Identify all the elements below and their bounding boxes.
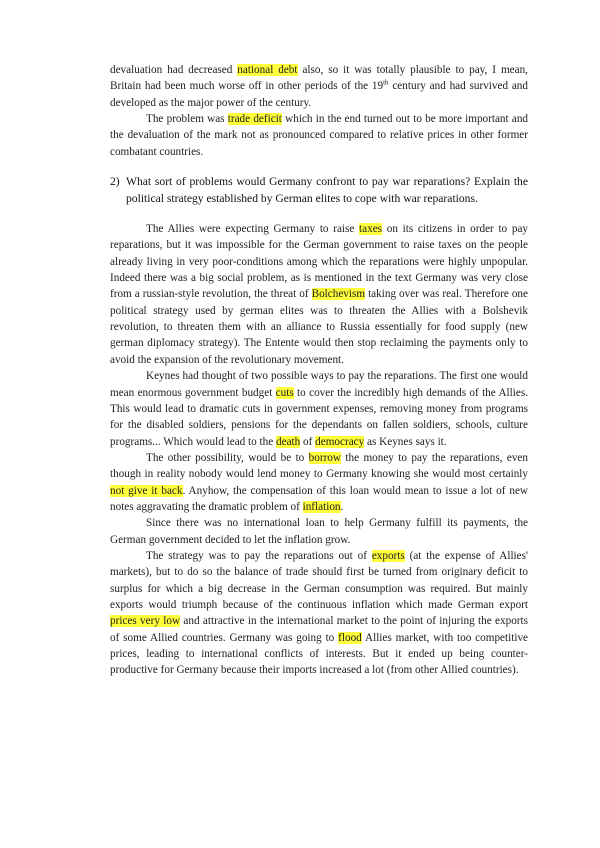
text-run: The strategy was to pay the reparations out of	[146, 549, 372, 562]
highlight-national-debt: national debt	[237, 64, 298, 76]
text-run: (at the expense of Allies' markets), but to do so the balance of trade should first be turned from originary deficit to surplus for which a big decrease in the German consumption was required. But mainly exports would triumph because of the continuous inflation which made German export	[110, 549, 528, 611]
superscript-th: th	[383, 78, 389, 87]
question-2	[110, 174, 528, 207]
text-run: as Keynes says it.	[364, 435, 447, 448]
paragraph-taxes	[110, 221, 528, 368]
text-run: Keynes had thought of two possible ways to pay the reparations. The first one would mean enormous government budget	[110, 370, 528, 399]
text-run: and attractive in the international market to the point of injuring the exports of some Allied countries. Germany was going to	[110, 615, 528, 644]
highlight-prices-very-low: prices very low	[110, 615, 181, 628]
paragraph-keynes	[110, 368, 528, 450]
text-run: The other possibility, would be to	[146, 451, 309, 464]
text-run: also, so it was totally plausible to pay, I mean, Britain had been much worse off in other periods of the 19	[110, 64, 528, 93]
highlight-cuts: cuts	[275, 386, 294, 399]
text-run: of	[300, 435, 316, 448]
spacer	[110, 207, 528, 221]
highlight-death: death	[276, 435, 301, 448]
text-run: Allies market, with too competitive prices, leading to international conflicts of interests. But it ended up being counter-productive for Germany because their imports increased a lot (from other Allied countries).	[110, 631, 528, 677]
highlight-flood: flood	[338, 631, 362, 644]
text-run: the money to pay the reparations, even though in reality nobody would lend money to Germany knowing she would most certainly	[110, 451, 528, 481]
spacer	[110, 160, 528, 174]
text-run: taking over was real. Therefore one political strategy used by german elites was to threaten the Allies with a Bolshevik revolution, to threaten them with an alliance to Russia essentially for food supply (new german diplomacy strategy). The Entente would then stop reclaiming the payments only to avoid the expansion of the revolutionary movement.	[110, 288, 528, 366]
text-run: .	[340, 500, 344, 513]
paragraph-borrow	[110, 450, 528, 515]
text-run: on its citizens in order to pay reparations, but it was impossible for the German government to raise taxes on the people already living in very poor-conditions among which the reparations were highly unpopular. Indeed there was a big social problem, as is mentioned in the text Germany was very close from a russian-style revolution, the threat of	[110, 223, 529, 301]
highlight-taxes: taxes	[359, 223, 383, 236]
paragraph-trade-deficit	[110, 111, 528, 160]
highlight-inflation: inflation	[302, 500, 341, 513]
text-run: The Allies were expecting Germany to raise	[146, 223, 360, 236]
highlight-not-give-it-back: not give it back	[110, 484, 183, 497]
paragraph-devaluation	[110, 62, 528, 111]
text-run: to cover the incredibly high demands of the Allies. This would lead to dramatic cuts in government expenses, removing money from programs for the disabled soldiers, pensions for the dependants on fallen soldiers, schools, culture programs... Which would lead to the	[110, 386, 528, 448]
highlight-democracy: democracy	[315, 435, 365, 448]
paragraph-no-loan	[110, 515, 528, 548]
text-run: Since there was no international loan to help Germany fulfill its payments, the German government decided to let the inflation grow.	[110, 517, 528, 546]
document-page	[110, 62, 528, 679]
highlight-exports: exports	[371, 549, 405, 562]
highlight-trade-deficit: trade deficit	[227, 113, 282, 126]
paragraph-exports	[110, 548, 528, 679]
text-run: The problem was	[146, 113, 228, 126]
text-run: which in the end turned out to be more important and the devaluation of the mark not as pronounced compared to relative prices in other former combatant countries.	[110, 113, 529, 158]
highlight-borrow: borrow	[308, 451, 341, 464]
text-run: devaluation had decreased	[110, 64, 238, 76]
question-number: 2)	[110, 175, 120, 189]
highlight-bolchevism: Bolchevism	[311, 288, 366, 301]
text-run: . Anyhow, the compensation of this loan would mean to issue a lot of new notes aggravating the dramatic problem of	[110, 484, 528, 513]
question-text: What sort of problems would Germany confront to pay war reparations? Explain the political strategy established by German elites to cope with war reparations.	[126, 175, 528, 205]
text-run: century and had survived and developed as the major power of the century.	[110, 80, 528, 109]
